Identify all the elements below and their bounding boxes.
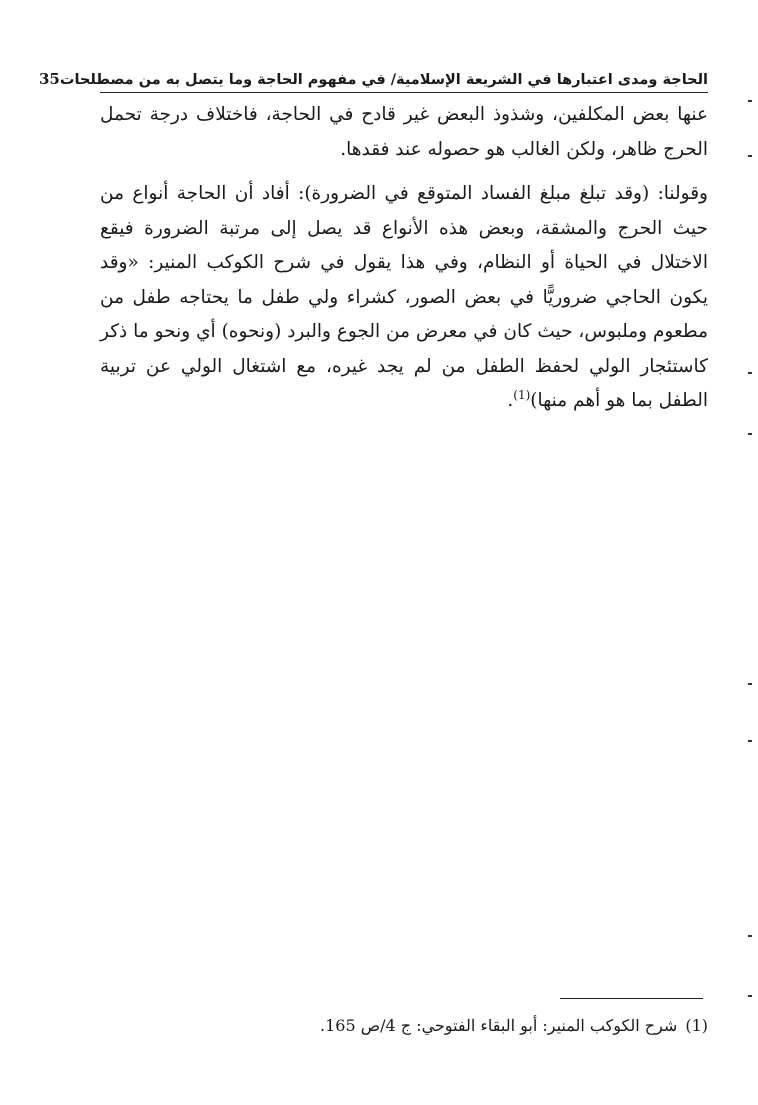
footnote: [100, 1014, 708, 1038]
body-text: [100, 98, 708, 419]
scan-edge-mark: [748, 100, 752, 102]
scan-edge-mark: [748, 995, 752, 997]
paragraph-text: وقولنا: (وقد تبلغ مبلغ الفساد المتوقع في الضرورة): أفاد أن الحاجة أنواع من حيث الحرج والمشقة، وبعض هذه الأنواع قد يصل إلى مرتبة الضرورة فيقع الاختلال في الحياة أو النظام، وفي هذا يقول في شرح الكوكب المنير: «وقد يكون الحاجي ضروريًّا في بعض الصور، كشراء ولي طفل ما يحتاجه طفل من مطعوم وملبوس، حيث كان في معرض من الجوع والبرد (ونحوه) أي ونحو ما ذكر كاستئجار الولي لحفظ الطفل من لم يجد غيره، مع اشتغال الولي عن تربية الطفل بما هو أهم منها): [100, 183, 708, 411]
page-header: [39, 58, 708, 93]
scan-edge-mark: [748, 740, 752, 742]
paragraph: [100, 177, 708, 419]
scan-edge-mark: [748, 433, 752, 435]
page-number: 35: [39, 70, 60, 88]
footnote-marker: (1): [685, 1016, 708, 1035]
footnote-text: شرح الكوكب المنير: أبو البقاء الفتوحي: ج 4/ص 165.: [320, 1016, 678, 1035]
running-title: الحاجة ومدى اعتبارها في الشريعة الإسلامية/ في مفهوم الحاجة وما يتصل به من مصطلحات: [59, 72, 708, 88]
scan-edge-mark: [748, 372, 752, 374]
scan-edge-mark: [748, 683, 752, 685]
scan-edge-mark: [748, 155, 752, 157]
paragraph: عنها بعض المكلفين، وشذوذ البعض غير قادح في الحاجة، فاختلاف درجة تحمل الحرج ظاهر، ولكن الغالب هو حصوله عند فقدها.: [100, 104, 708, 160]
footnote-divider: [560, 998, 703, 999]
paragraph-end: .: [507, 390, 514, 411]
scan-edge-mark: [748, 935, 752, 937]
footnote-reference[interactable]: (1): [513, 387, 531, 402]
